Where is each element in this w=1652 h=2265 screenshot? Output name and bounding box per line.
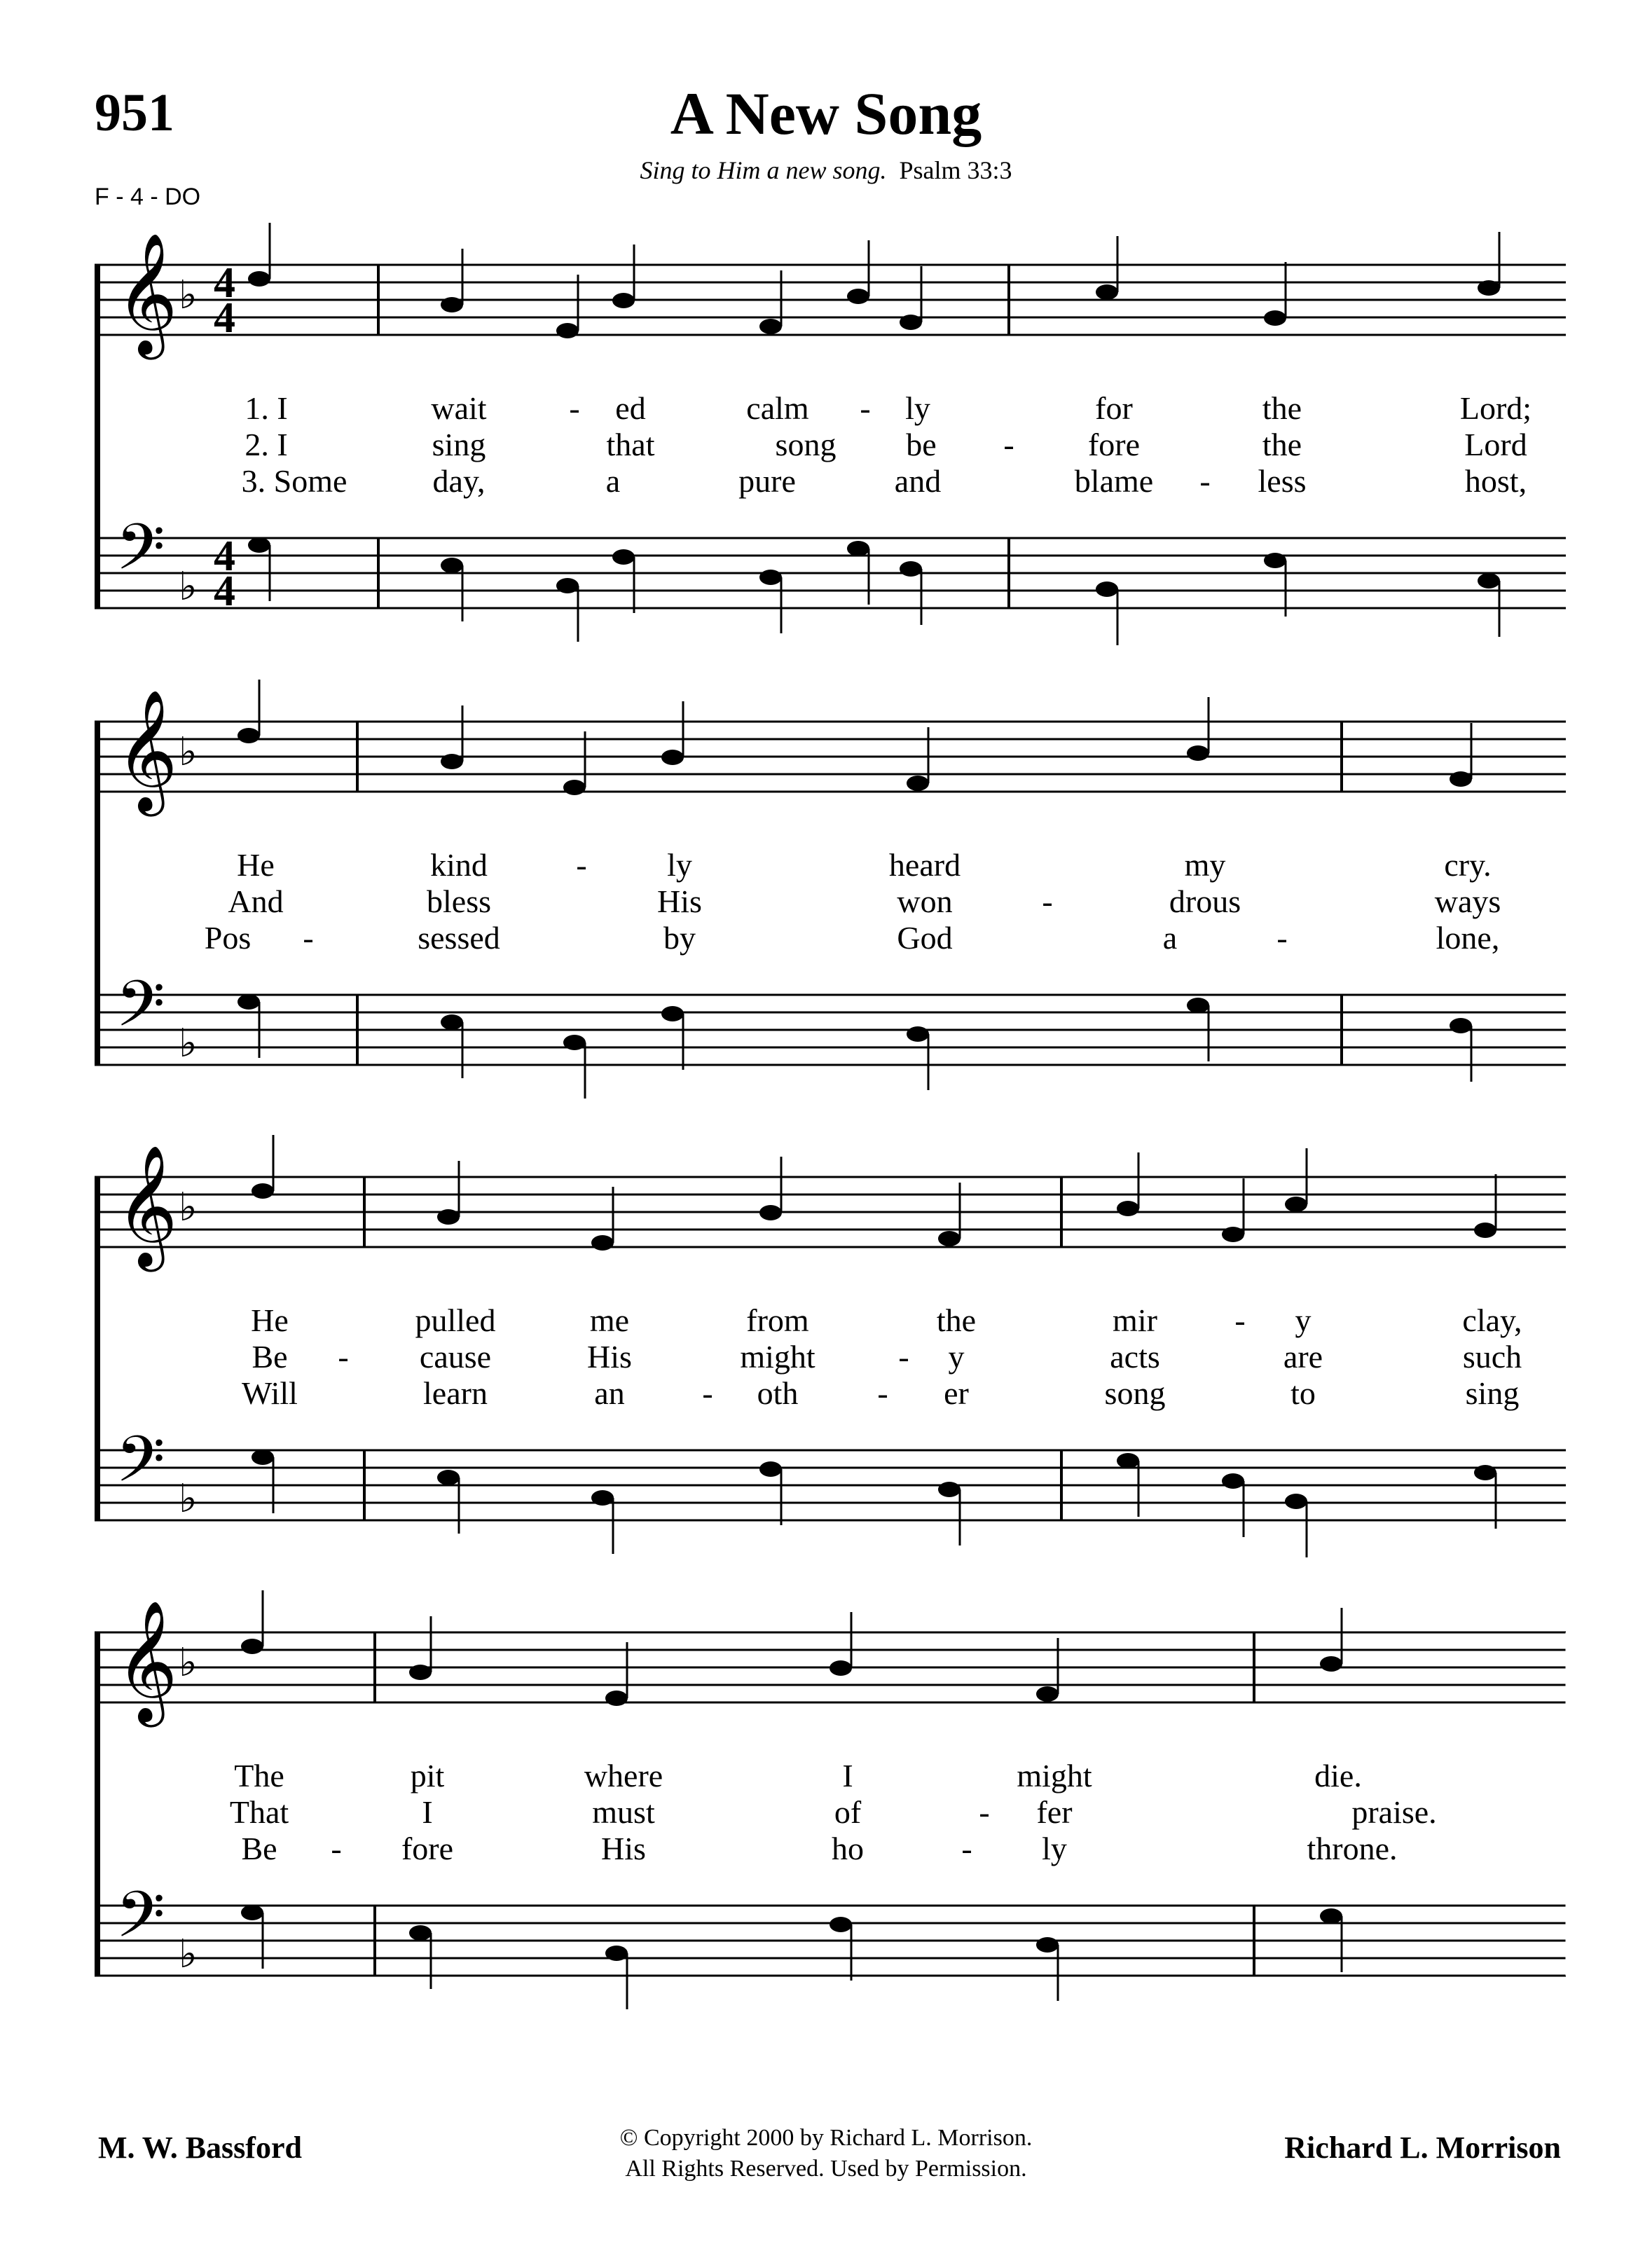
lyric-syllable: His bbox=[601, 1831, 646, 1866]
lyric-syllable: won bbox=[897, 883, 953, 919]
lyric-syllable: His bbox=[587, 1339, 632, 1375]
note-head bbox=[1450, 1018, 1472, 1033]
note-head bbox=[900, 315, 922, 330]
lyric-syllable: praise. bbox=[1351, 1794, 1437, 1830]
lyric-syllable: bless bbox=[427, 883, 491, 919]
time-signature: 4 bbox=[214, 567, 235, 615]
lyric-syllable: lone, bbox=[1436, 920, 1500, 956]
lyric-syllable: from bbox=[746, 1302, 809, 1338]
flat-key-signature: ♭ bbox=[179, 1932, 198, 1977]
note-head bbox=[248, 537, 270, 553]
note-head bbox=[252, 1450, 274, 1465]
lyric-syllable: I bbox=[422, 1794, 433, 1830]
lyric-syllable: that bbox=[606, 427, 655, 462]
lyric-syllable: the bbox=[936, 1302, 977, 1338]
lyric-syllable: song bbox=[1104, 1375, 1166, 1411]
lyric-syllable: sing bbox=[1465, 1375, 1520, 1411]
lyric-syllable: kind bbox=[430, 847, 488, 883]
flat-key-signature: ♭ bbox=[179, 1021, 198, 1066]
note-head bbox=[847, 289, 869, 304]
lyric-syllable: - bbox=[1234, 1302, 1246, 1338]
note-head bbox=[1222, 1227, 1244, 1242]
note-head bbox=[241, 1639, 263, 1654]
note-head bbox=[759, 1461, 782, 1477]
lyric-syllable: pure bbox=[738, 463, 796, 499]
lyric-syllable: I bbox=[842, 1758, 853, 1794]
lyric-syllable: - bbox=[1042, 883, 1053, 919]
note-head bbox=[612, 293, 635, 308]
lyric-syllable: be bbox=[906, 427, 937, 462]
lyric-syllable: a bbox=[605, 463, 621, 499]
key-signature-label: F - 4 - DO bbox=[95, 184, 201, 210]
note-head bbox=[907, 776, 929, 791]
note-head bbox=[563, 780, 586, 795]
words-credit: M. W. Bassford bbox=[98, 2130, 302, 2165]
lyric-syllable: And bbox=[228, 883, 284, 919]
lyric-syllable: ly bbox=[667, 847, 692, 883]
lyric-syllable: Lord; bbox=[1459, 390, 1532, 426]
scripture-text: Sing to Him a new song. bbox=[640, 156, 887, 184]
lyric-syllable: ly bbox=[1042, 1831, 1067, 1866]
flat-key-signature: ♭ bbox=[179, 564, 198, 610]
note-head bbox=[437, 1470, 460, 1485]
note-head bbox=[1096, 284, 1118, 300]
note-head bbox=[1187, 745, 1209, 761]
note-head bbox=[1285, 1197, 1307, 1212]
note-head bbox=[1478, 573, 1500, 588]
lyric-syllable: clay, bbox=[1462, 1302, 1522, 1338]
lyric-syllable: oth bbox=[757, 1375, 799, 1411]
lyric-syllable: host, bbox=[1464, 463, 1527, 499]
copyright-line-1: © Copyright 2000 by Richard L. Morrison. bbox=[619, 2125, 1033, 2151]
lyric-syllable: pulled bbox=[415, 1302, 496, 1338]
note-head bbox=[938, 1231, 961, 1246]
lyric-syllable: might bbox=[1017, 1758, 1092, 1794]
lyric-syllable: day, bbox=[432, 463, 486, 499]
lyric-syllable: That bbox=[229, 1794, 289, 1830]
note-head bbox=[830, 1660, 852, 1676]
bass-clef: 𝄢 bbox=[116, 510, 165, 600]
lyric-syllable: the bbox=[1262, 427, 1302, 462]
lyric-syllable: - bbox=[860, 390, 871, 426]
note-head bbox=[238, 728, 260, 743]
note-head bbox=[605, 1691, 628, 1706]
lyric-syllable: mir bbox=[1113, 1302, 1157, 1338]
note-head bbox=[1474, 1223, 1496, 1238]
lyric-syllable: Lord bbox=[1464, 427, 1527, 462]
lyric-syllable: Pos bbox=[204, 920, 252, 956]
note-head bbox=[759, 1205, 782, 1220]
lyric-syllable: my bbox=[1184, 847, 1226, 883]
note-head bbox=[441, 297, 463, 312]
lyric-syllable: song bbox=[775, 427, 837, 462]
note-head bbox=[605, 1946, 628, 1961]
lyric-syllable: wait bbox=[431, 390, 487, 426]
lyric-syllable: learn bbox=[423, 1375, 488, 1411]
lyric-syllable: where bbox=[584, 1758, 663, 1794]
lyric-syllable: - bbox=[338, 1339, 349, 1375]
note-head bbox=[1096, 581, 1118, 597]
lyric-syllable: blame bbox=[1074, 463, 1154, 499]
note-head bbox=[661, 1006, 684, 1021]
note-head bbox=[1036, 1937, 1059, 1953]
lyric-syllable: God bbox=[897, 920, 953, 956]
lyric-syllable: y bbox=[948, 1339, 965, 1375]
note-head bbox=[591, 1235, 614, 1251]
lyric-syllable: acts bbox=[1110, 1339, 1160, 1375]
lyric-syllable: must bbox=[592, 1794, 655, 1830]
lyric-syllable: - bbox=[569, 390, 580, 426]
lyric-syllable: Be bbox=[241, 1831, 277, 1866]
note-head bbox=[1478, 280, 1500, 296]
flat-key-signature: ♭ bbox=[179, 1185, 198, 1230]
bass-clef: 𝄢 bbox=[116, 1878, 165, 1967]
lyric-syllable: - bbox=[576, 847, 587, 883]
note-head bbox=[1285, 1494, 1307, 1509]
time-signature: 4 bbox=[214, 259, 235, 307]
lyric-syllable: the bbox=[1262, 390, 1302, 426]
note-head bbox=[409, 1665, 432, 1680]
lyric-syllable: He bbox=[251, 1302, 289, 1338]
note-head bbox=[248, 271, 270, 287]
note-head bbox=[1450, 771, 1472, 787]
note-head bbox=[938, 1482, 961, 1497]
note-head bbox=[409, 1925, 432, 1941]
lyric-syllable: might bbox=[740, 1339, 815, 1375]
lyric-syllable: to bbox=[1290, 1375, 1316, 1411]
lyric-syllable: fore bbox=[1087, 427, 1141, 462]
time-signature: 4 bbox=[214, 294, 235, 342]
lyric-syllable: - bbox=[1199, 463, 1211, 499]
lyric-syllable: - bbox=[979, 1794, 990, 1830]
lyric-syllable: pit bbox=[410, 1758, 445, 1794]
note-head bbox=[1320, 1908, 1342, 1924]
lyric-syllable: 2. I bbox=[245, 427, 288, 462]
lyric-syllable: me bbox=[589, 1302, 630, 1338]
lyric-syllable: - bbox=[303, 920, 314, 956]
flat-key-signature: ♭ bbox=[179, 1476, 198, 1522]
lyric-syllable: y bbox=[1295, 1302, 1312, 1338]
flat-key-signature: ♭ bbox=[179, 1640, 198, 1686]
lyric-syllable: a bbox=[1162, 920, 1178, 956]
lyric-syllable: and bbox=[894, 463, 942, 499]
lyric-syllable: His bbox=[657, 883, 702, 919]
note-head bbox=[1036, 1686, 1059, 1702]
treble-clef: 𝄞 bbox=[116, 1145, 178, 1267]
lyric-syllable: of bbox=[834, 1794, 862, 1830]
time-signature: 4 bbox=[214, 532, 235, 580]
lyric-syllable: 3. Some bbox=[241, 463, 347, 499]
lyric-syllable: - bbox=[1276, 920, 1288, 956]
lyric-syllable: cry. bbox=[1444, 847, 1492, 883]
note-head bbox=[591, 1490, 614, 1506]
lyric-syllable: - bbox=[331, 1831, 342, 1866]
lyric-syllable: for bbox=[1095, 390, 1133, 426]
lyric-syllable: The bbox=[234, 1758, 284, 1794]
copyright-line-2: All Rights Reserved. Used by Permission. bbox=[625, 2156, 1027, 2182]
note-head bbox=[241, 1905, 263, 1920]
note-head bbox=[441, 754, 463, 769]
lyric-syllable: are bbox=[1283, 1339, 1323, 1375]
bass-clef: 𝄢 bbox=[116, 967, 165, 1056]
note-head bbox=[441, 1014, 463, 1030]
lyric-syllable: sessed bbox=[418, 920, 500, 956]
lyric-syllable: calm bbox=[746, 390, 809, 426]
treble-clef: 𝄞 bbox=[116, 1600, 178, 1722]
lyric-syllable: er bbox=[944, 1375, 969, 1411]
note-head bbox=[612, 549, 635, 565]
lyric-syllable: ly bbox=[905, 390, 930, 426]
lyric-syllable: fer bbox=[1036, 1794, 1073, 1830]
flat-key-signature: ♭ bbox=[179, 273, 198, 318]
lyric-syllable: drous bbox=[1169, 883, 1241, 919]
flat-key-signature: ♭ bbox=[179, 729, 198, 775]
lyric-syllable: Be bbox=[252, 1339, 288, 1375]
lyric-syllable: heard bbox=[888, 847, 961, 883]
lyric-syllable: - bbox=[702, 1375, 713, 1411]
lyric-syllable: less bbox=[1258, 463, 1307, 499]
treble-clef: 𝄞 bbox=[116, 233, 178, 354]
lyric-syllable: by bbox=[663, 920, 696, 956]
lyric-syllable: 1. I bbox=[245, 390, 288, 426]
note-head bbox=[759, 570, 782, 585]
note-head bbox=[441, 558, 463, 573]
bass-clef: 𝄢 bbox=[116, 1422, 165, 1512]
note-head bbox=[1264, 310, 1286, 326]
lyric-syllable: - bbox=[898, 1339, 909, 1375]
note-head bbox=[1187, 998, 1209, 1013]
note-head bbox=[900, 561, 922, 577]
note-head bbox=[907, 1026, 929, 1042]
lyric-syllable: He bbox=[237, 847, 275, 883]
note-head bbox=[1222, 1473, 1244, 1489]
note-head bbox=[847, 541, 869, 556]
lyric-syllable: Will bbox=[242, 1375, 298, 1411]
note-head bbox=[252, 1183, 274, 1199]
lyric-syllable: cause bbox=[419, 1339, 492, 1375]
note-head bbox=[1320, 1656, 1342, 1672]
note-head bbox=[1264, 553, 1286, 568]
lyric-syllable: ed bbox=[615, 390, 646, 426]
note-head bbox=[1474, 1465, 1496, 1480]
note-head bbox=[437, 1209, 460, 1225]
scripture-ref: Psalm 33:3 bbox=[899, 156, 1012, 184]
note-head bbox=[759, 319, 782, 334]
note-head bbox=[1117, 1453, 1139, 1468]
note-head bbox=[556, 323, 579, 338]
note-head bbox=[830, 1917, 852, 1932]
note-head bbox=[556, 578, 579, 593]
lyric-syllable: sing bbox=[432, 427, 486, 462]
note-head bbox=[661, 750, 684, 765]
lyric-syllable: - bbox=[877, 1375, 888, 1411]
lyric-syllable: - bbox=[961, 1831, 972, 1866]
hymn-number: 951 bbox=[95, 83, 174, 142]
lyric-syllable: such bbox=[1462, 1339, 1522, 1375]
lyric-syllable: die. bbox=[1314, 1758, 1362, 1794]
hymn-title: A New Song bbox=[670, 80, 982, 147]
lyric-syllable: ways bbox=[1434, 883, 1501, 919]
note-head bbox=[1117, 1201, 1139, 1216]
note-head bbox=[238, 994, 260, 1010]
lyric-syllable: throne. bbox=[1307, 1831, 1398, 1866]
note-head bbox=[563, 1035, 586, 1050]
lyric-syllable: - bbox=[1003, 427, 1014, 462]
music-credit: Richard L. Morrison bbox=[1284, 2130, 1561, 2165]
treble-clef: 𝄞 bbox=[116, 689, 178, 811]
lyric-syllable: ho bbox=[832, 1831, 864, 1866]
lyric-syllable: an bbox=[594, 1375, 625, 1411]
lyric-syllable: fore bbox=[401, 1831, 454, 1866]
